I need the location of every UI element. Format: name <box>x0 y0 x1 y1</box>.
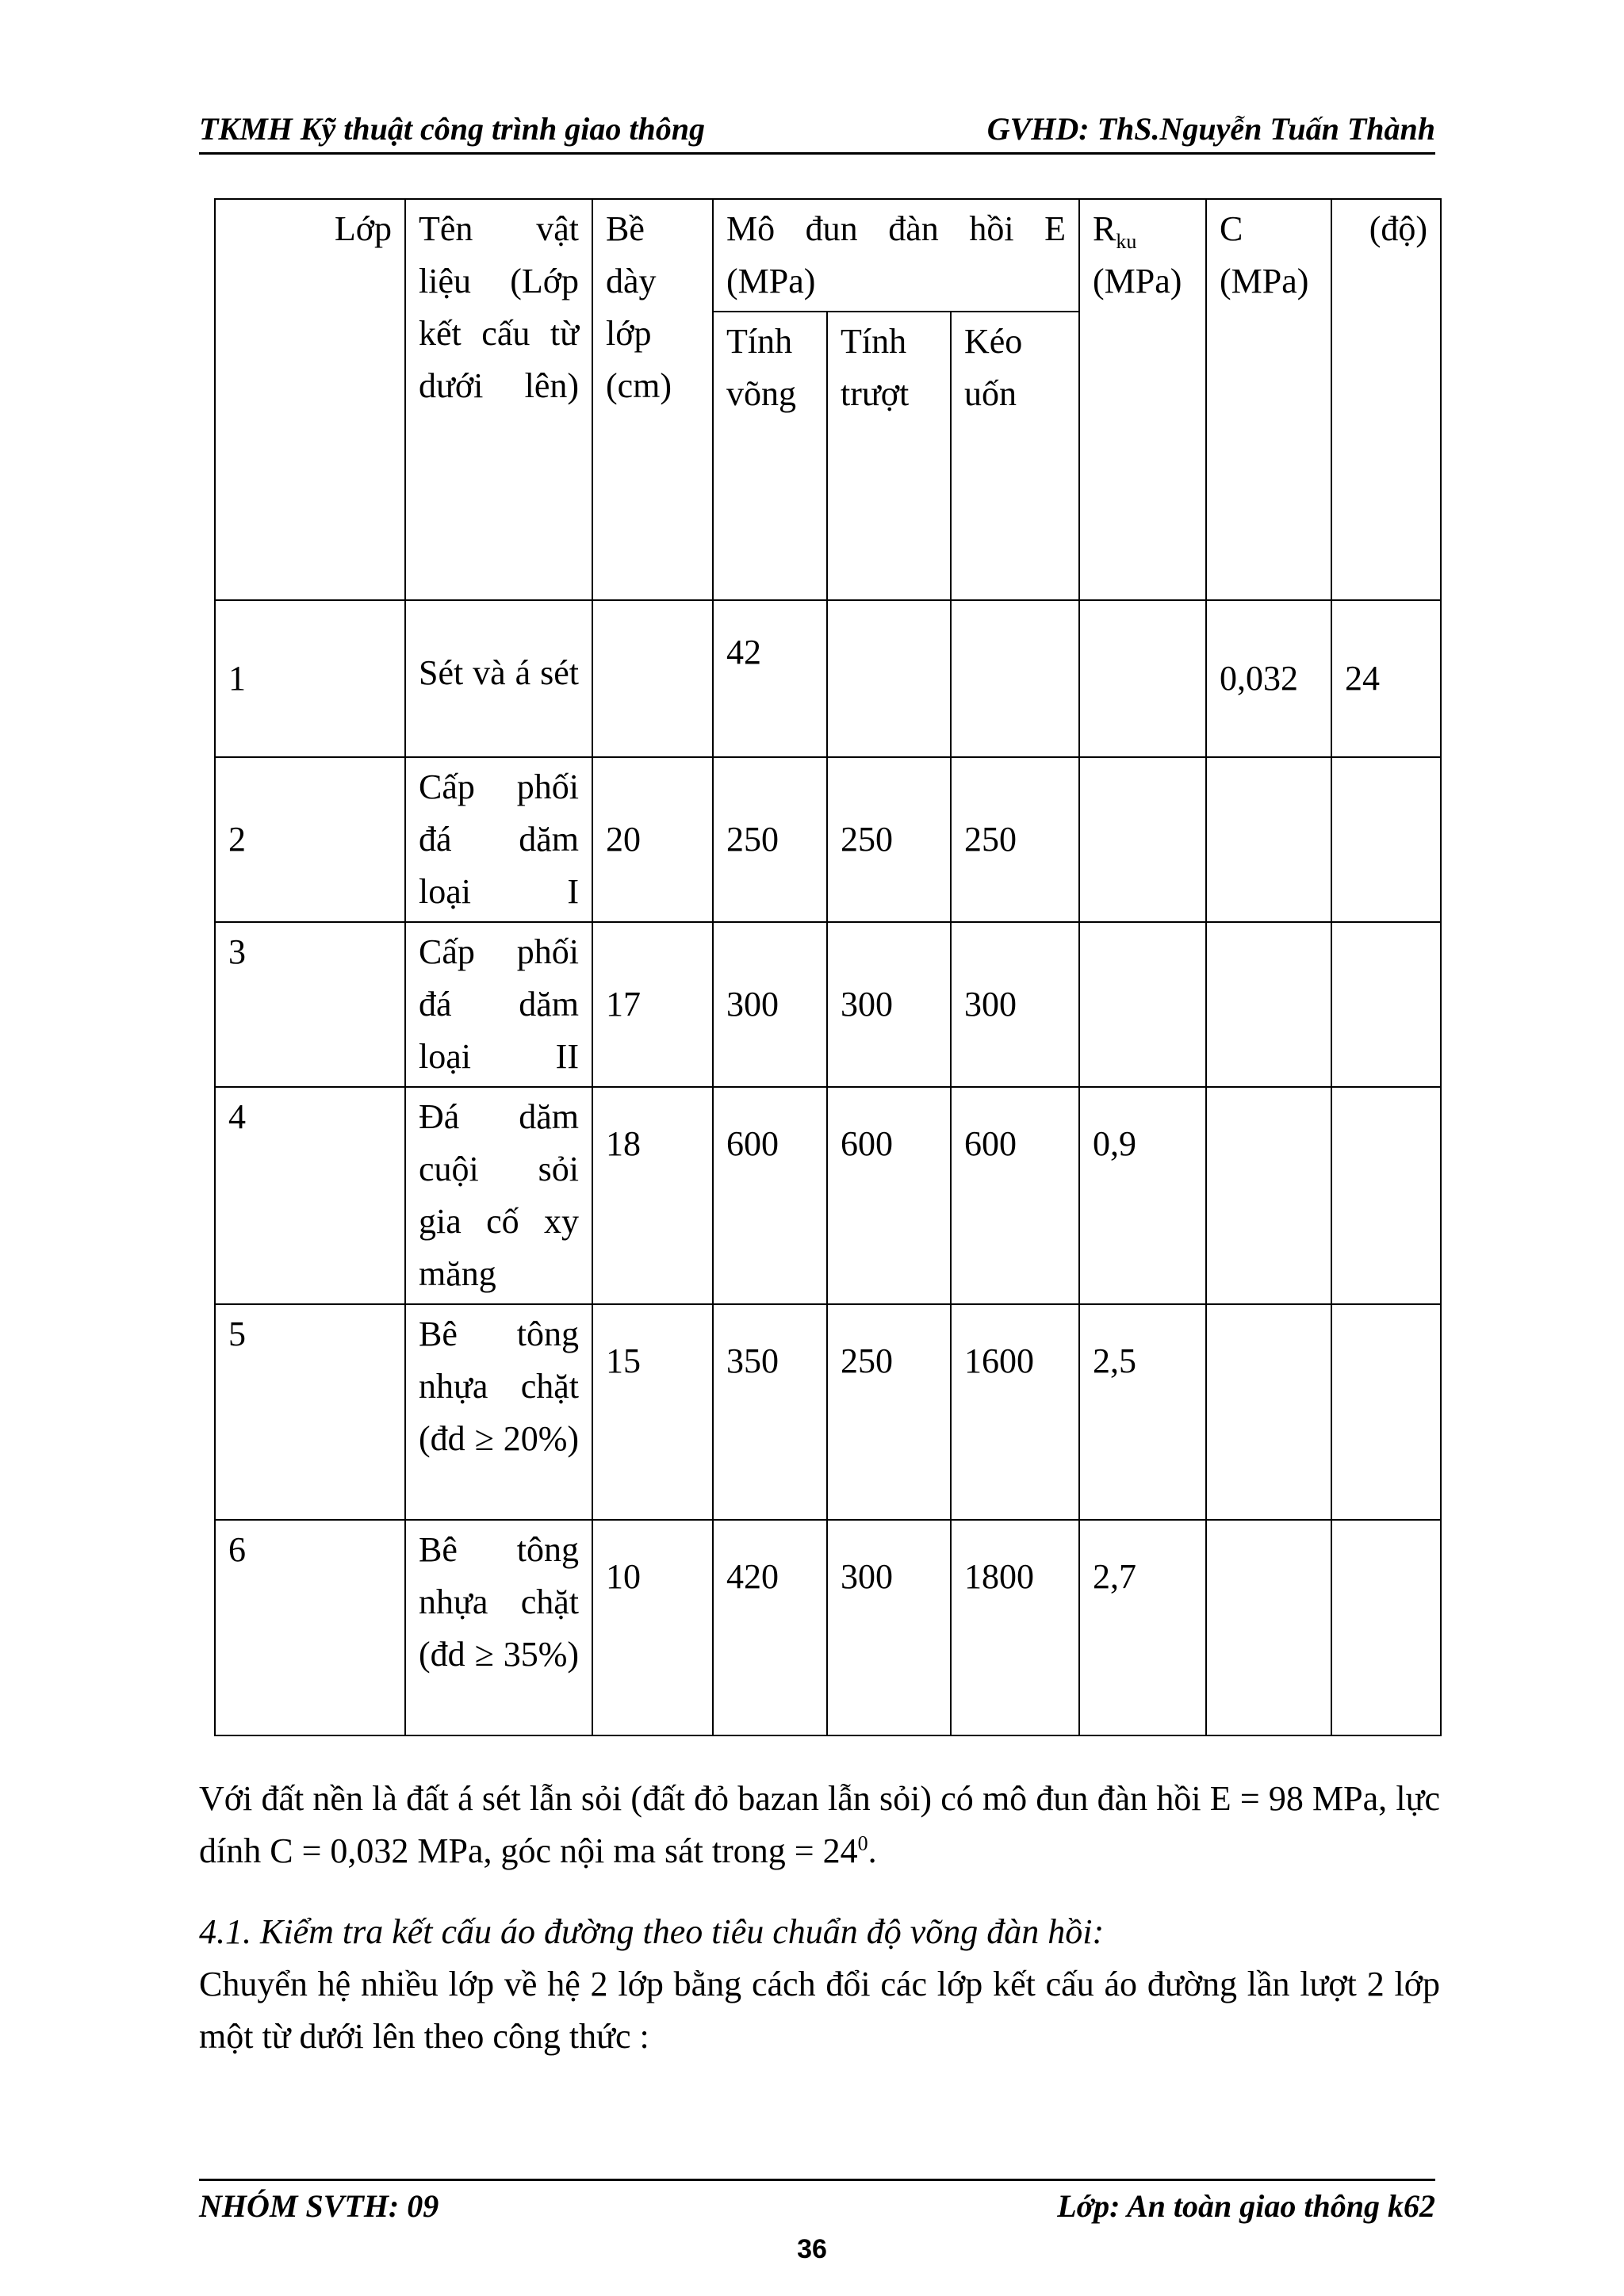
cell-thickness <box>592 600 713 757</box>
cell-rku <box>1079 600 1206 757</box>
table-header-row <box>215 199 1441 312</box>
cell-material-name: Sét và á sét <box>405 600 592 757</box>
cell-material-name: Đá dăm cuội sỏi gia cố xy măng <box>405 1087 592 1304</box>
cell-friction-angle <box>1331 1520 1441 1735</box>
cell-lop: 3 <box>215 922 405 1087</box>
cell-cohesion <box>1206 1087 1331 1304</box>
subgrade-text: Với đất nền là đất á sét lẫn sỏi (đất đỏ bazan lẫn sỏi) có mô đun đàn hồi E = 98 MPa, lực dính C = 0,032 MPa, góc nội ma sát trong = 24 <box>199 1779 1440 1870</box>
rku-unit: (MPa) <box>1093 262 1182 300</box>
cell-rku: 2,7 <box>1079 1520 1206 1735</box>
cell-thickness: 20 <box>592 757 713 922</box>
cell-lop: 2 <box>215 757 405 922</box>
cell-tinh-truot: 300 <box>827 1520 951 1735</box>
page-footer <box>199 2179 1435 2229</box>
degree-superscript: 0 <box>857 1831 868 1855</box>
cell-material-name: Bê tông nhựa chặt (đd ≥ 35%) <box>405 1520 592 1735</box>
cell-tinh-vong: 600 <box>713 1087 827 1304</box>
cell-cohesion <box>1206 1304 1331 1520</box>
header-keo-uon: Kéo uốn <box>951 312 1079 600</box>
header-friction-angle: (độ) <box>1331 199 1441 600</box>
footer-class: Lớp: An toàn giao thông k62 <box>1057 2188 1435 2224</box>
header-course-title: TKMH Kỹ thuật công trình giao thông <box>199 111 705 147</box>
cell-cohesion <box>1206 922 1331 1087</box>
cell-keo-uon: 250 <box>951 757 1079 922</box>
section-heading: 4.1. Kiểm tra kết cấu áo đường theo tiêu chuẩn độ võng đàn hồi: <box>199 1912 1105 1951</box>
page-number: 36 <box>797 2234 827 2264</box>
header-elastic-modulus: Mô đun đàn hồi E (MPa) <box>713 199 1079 312</box>
cell-keo-uon: 600 <box>951 1087 1079 1304</box>
cell-keo-uon: 1800 <box>951 1520 1079 1735</box>
cell-tinh-truot: 250 <box>827 757 951 922</box>
table-row <box>215 1087 1441 1304</box>
cell-rku <box>1079 757 1206 922</box>
layer-structure-table <box>214 198 1442 1736</box>
cell-friction-angle <box>1331 1087 1441 1304</box>
header-instructor: GVHD: ThS.Nguyễn Tuấn Thành <box>986 111 1435 147</box>
method-paragraph: Chuyển hệ nhiều lớp về hệ 2 lớp bằng cách đổi các lớp kết cấu áo đường lần lượt 2 lớp một từ dưới lên theo công thức : <box>199 1965 1440 2056</box>
cell-tinh-truot: 600 <box>827 1087 951 1304</box>
rku-label: R <box>1093 209 1116 248</box>
cell-tinh-truot: 300 <box>827 922 951 1087</box>
header-rku <box>1079 199 1206 600</box>
cell-lop: 5 <box>215 1304 405 1520</box>
table-row <box>215 600 1441 757</box>
subgrade-text-end: . <box>868 1831 877 1870</box>
cell-tinh-vong: 42 <box>713 600 827 757</box>
footer-group: NHÓM SVTH: 09 <box>199 2188 439 2224</box>
cell-rku: 2,5 <box>1079 1304 1206 1520</box>
table-row <box>215 757 1441 922</box>
header-lop: Lớp <box>215 199 405 600</box>
cell-keo-uon <box>951 600 1079 757</box>
cell-friction-angle <box>1331 1304 1441 1520</box>
header-material-name: Tên vật liệu (Lớp kết cấu từ dưới lên) <box>405 199 592 600</box>
cell-tinh-vong: 350 <box>713 1304 827 1520</box>
subgrade-description <box>199 1773 1440 1877</box>
cell-lop: 4 <box>215 1087 405 1304</box>
cell-material-name: Cấp phối đá dăm loại I <box>405 757 592 922</box>
page-header <box>199 109 1435 155</box>
header-tinh-vong: Tính võng <box>713 312 827 600</box>
header-thickness: Bề dày lớp (cm) <box>592 199 713 600</box>
header-tinh-truot: Tính trượt <box>827 312 951 600</box>
cell-tinh-truot <box>827 600 951 757</box>
table-row <box>215 922 1441 1087</box>
cell-cohesion <box>1206 1520 1331 1735</box>
cell-tinh-truot: 250 <box>827 1304 951 1520</box>
cell-cohesion: 0,032 <box>1206 600 1331 757</box>
cell-friction-angle: 24 <box>1331 600 1441 757</box>
cell-thickness: 17 <box>592 922 713 1087</box>
cell-thickness: 15 <box>592 1304 713 1520</box>
cell-thickness: 18 <box>592 1087 713 1304</box>
header-cohesion: C (MPa) <box>1206 199 1331 600</box>
cell-friction-angle <box>1331 757 1441 922</box>
rku-subscript: ku <box>1116 229 1137 253</box>
cell-material-name: Cấp phối đá dăm loại II <box>405 922 592 1087</box>
cell-tinh-vong: 420 <box>713 1520 827 1735</box>
cell-thickness: 10 <box>592 1520 713 1735</box>
cell-keo-uon: 1600 <box>951 1304 1079 1520</box>
cell-lop: 1 <box>215 600 405 757</box>
cell-friction-angle <box>1331 922 1441 1087</box>
cell-rku: 0,9 <box>1079 1087 1206 1304</box>
cell-keo-uon: 300 <box>951 922 1079 1087</box>
cell-rku <box>1079 922 1206 1087</box>
cell-tinh-vong: 300 <box>713 922 827 1087</box>
cell-lop: 6 <box>215 1520 405 1735</box>
cell-cohesion <box>1206 757 1331 922</box>
table-row <box>215 1304 1441 1520</box>
cell-material-name: Bê tông nhựa chặt (đd ≥ 20%) <box>405 1304 592 1520</box>
cell-tinh-vong: 250 <box>713 757 827 922</box>
table-row <box>215 1520 1441 1735</box>
